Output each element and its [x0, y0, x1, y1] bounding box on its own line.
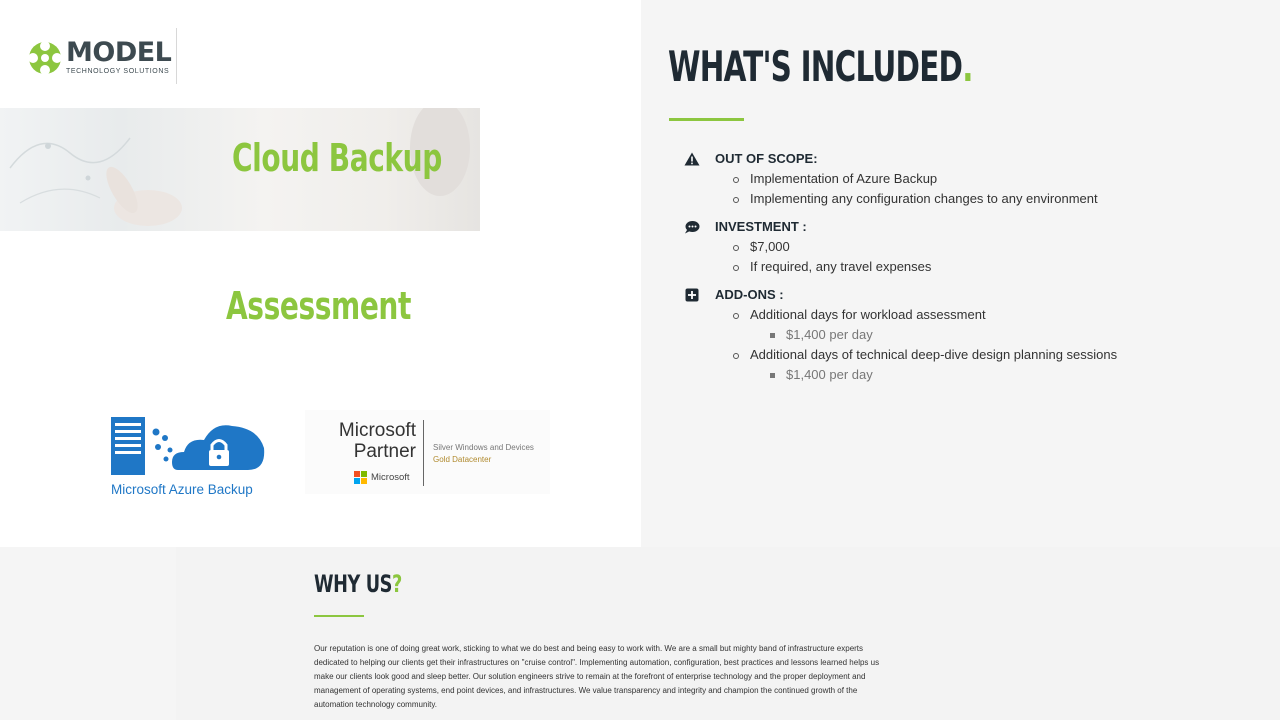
logo-wordmark: MODEL: [66, 37, 172, 68]
company-logo: [28, 36, 178, 84]
whats-included-heading: [668, 42, 973, 91]
bullet: [733, 265, 739, 271]
azure-backup-label: Microsoft Azure Backup: [111, 482, 253, 497]
azure-backup-icon: [108, 412, 276, 480]
bullet: [733, 313, 739, 319]
bullet: [733, 197, 739, 203]
square-bullet: [770, 373, 775, 378]
partner-competency-silver: Silver Windows and Devices: [433, 443, 534, 452]
logo-mark-icon: [28, 41, 62, 75]
partner-competency-gold: Gold Datacenter: [433, 455, 492, 464]
azure-backup-badge: [108, 412, 276, 502]
whats-included-heading-text: WHAT'S INCLUDED: [668, 42, 963, 91]
list-item-text: Additional days of technical deep-dive design planning sessions: [750, 347, 1118, 362]
price-text: $1,400 per day: [786, 327, 873, 342]
section-title: INVESTMENT :: [715, 219, 807, 234]
why-us-heading-text: WHY US: [314, 570, 393, 598]
partner-word-partner: Partner: [353, 441, 416, 462]
why-us-heading: [314, 570, 402, 598]
list-item-text: Implementing any configuration changes to any environment: [750, 191, 1098, 206]
speech-bubble-icon: [684, 220, 700, 234]
price-text: $1,400 per day: [786, 367, 873, 382]
warning-icon: [684, 152, 700, 166]
plus-square-icon: [684, 288, 700, 302]
section-title: ADD-ONS :: [715, 287, 784, 302]
heading-accent-mark: ?: [392, 570, 402, 598]
list-item-text: If required, any travel expenses: [750, 259, 932, 274]
why-us-underline: [314, 615, 364, 617]
logo-divider: [176, 28, 177, 84]
list-item-text: $7,000: [750, 239, 790, 254]
microsoft-logo-text: Microsoft: [371, 472, 410, 483]
bullet: [733, 353, 739, 359]
bullet: [733, 245, 739, 251]
heading-accent-dot: .: [962, 42, 973, 91]
partner-divider: [423, 420, 424, 486]
heading-underline: [669, 118, 744, 121]
logo-tagline: TECHNOLOGY SOLUTIONS: [66, 68, 170, 75]
partner-wordmark: [326, 420, 416, 462]
square-bullet: [770, 333, 775, 338]
why-us-body: Our reputation is one of doing great work, sticking to what we do best and being easy to work with. We are a small but mighty band of infrastructure experts dedicated to helping our clients get their infrastructures on "cruise control". Implementing automation, configuration, best practices and lessons learned helps us make our clients look good and sleep better. Our solution engineers strive to remain at the forefront of enterprise technology and the proper deployment and management of operating systems, end point devices, and infrastructures. We value transparency and integrity and champion the continued growth of the automation technology community.: [314, 644, 880, 709]
partner-word-microsoft: Microsoft: [338, 420, 416, 441]
assessment-title: Assessment: [226, 284, 411, 328]
bullet: [733, 177, 739, 183]
list-item-text: Additional days for workload assessment: [750, 307, 986, 322]
list-item-text: Implementation of Azure Backup: [750, 171, 938, 186]
microsoft-partner-badge: [305, 410, 550, 494]
section-title: OUT OF SCOPE:: [715, 151, 818, 166]
banner-title: Cloud Backup: [232, 136, 442, 180]
microsoft-logo-icon: [354, 471, 367, 484]
